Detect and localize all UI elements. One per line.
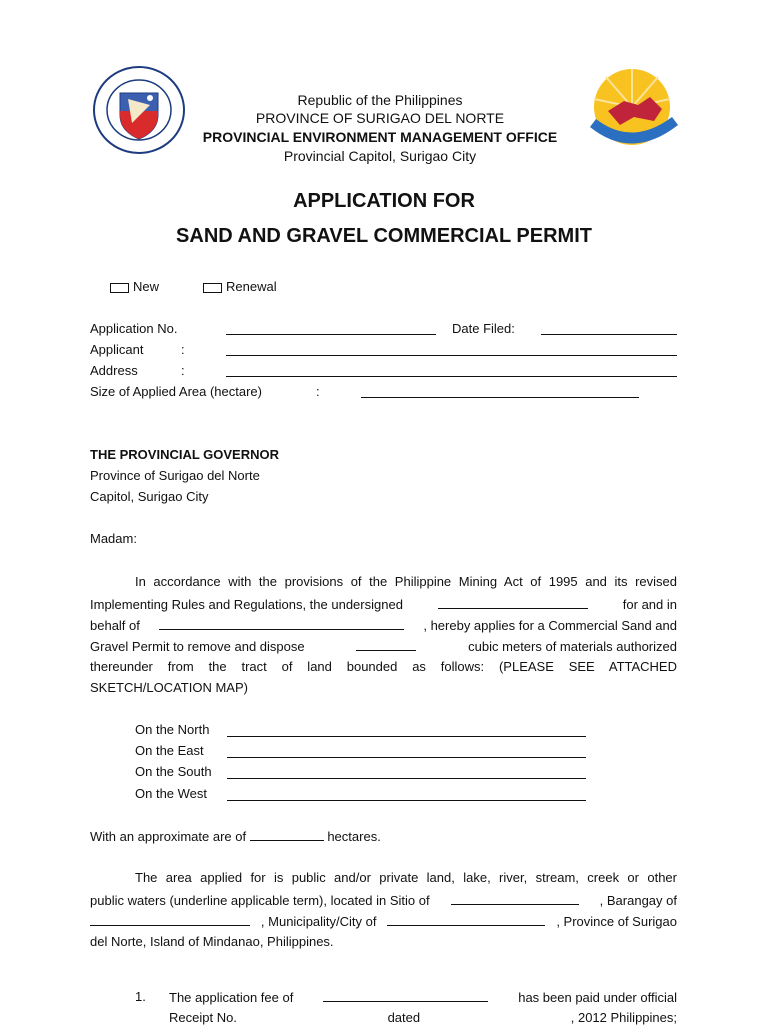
item1-number: 1. — [135, 989, 146, 1004]
item1-l1a: The application fee of — [169, 990, 294, 1005]
sitio-line[interactable] — [451, 892, 579, 905]
bound-west-label: On the West — [135, 786, 208, 801]
para1-line4 — [90, 638, 677, 655]
para1-l4b: cubic meters of materials authorized — [468, 639, 677, 654]
bound-east-line[interactable] — [227, 745, 586, 758]
para2-l2a: public waters (underline applicable term), located in Sitio of — [90, 893, 430, 908]
size-line[interactable] — [361, 385, 639, 398]
applicant-colon: : — [181, 342, 185, 357]
ang-bag-ong-surigao-logo — [582, 63, 686, 159]
bound-south-label: On the South — [135, 764, 212, 779]
item1-l1b: has been paid under official — [518, 990, 677, 1005]
item1-l2a: Receipt No. — [169, 1010, 237, 1025]
address-label: Address — [90, 363, 138, 378]
header-republic: Republic of the Philippines — [297, 92, 463, 108]
para2-l3b: , Province of Surigao — [556, 914, 677, 929]
seal-left-text: PROVINCE OF SURIGAO DEL NORTE · OFFICIAL SEAL — [92, 158, 185, 168]
address-line[interactable] — [226, 364, 677, 377]
provincial-seal-logo — [92, 65, 186, 155]
para1-line6: SKETCH/LOCATION MAP) — [90, 680, 248, 695]
checkbox-new[interactable] — [110, 283, 129, 293]
item1-line1 — [169, 989, 677, 1006]
municipality-line[interactable] — [387, 913, 545, 926]
para2-line3 — [90, 913, 677, 930]
para2-line1: The area applied for is public and/or private land, lake, river, stream, creek or other — [135, 870, 677, 885]
para1-line2 — [90, 596, 677, 613]
item1-l2c: , 2012 Philippines; — [570, 1010, 677, 1025]
title-line-2: SAND AND GRAVEL COMMERCIAL PERMIT — [176, 225, 592, 247]
salutation: Madam: — [90, 531, 137, 546]
application-no-line[interactable] — [226, 322, 436, 335]
option-renewal-label: Renewal — [226, 279, 277, 294]
addressee-title: THE PROVINCIAL GOVERNOR — [90, 447, 280, 462]
bound-north-label: On the North — [135, 722, 210, 737]
para2-l3a: , Municipality/City of — [260, 914, 377, 929]
para1-line3 — [90, 617, 677, 634]
addressee-province: Province of Surigao del Norte — [90, 468, 260, 483]
size-colon: : — [316, 384, 320, 399]
date-filed-line[interactable] — [541, 322, 677, 335]
approx-a: With an approximate are of — [90, 829, 247, 844]
para1-line1: In accordance with the provisions of the Philippine Mining Act of 1995 and its revised — [135, 574, 677, 589]
para1-l3a: behalf of — [90, 618, 140, 633]
approx-area-line — [90, 828, 381, 845]
addressee-city: Capitol, Surigao City — [90, 489, 209, 504]
title-line-1: APPLICATION FOR — [293, 190, 475, 212]
para1-l2a: Implementing Rules and Regulations, the undersigned — [90, 597, 403, 612]
para2-line2 — [90, 892, 677, 909]
date-filed-label: Date Filed: — [452, 321, 515, 336]
bound-north-line[interactable] — [227, 724, 586, 737]
header-province: PROVINCE OF SURIGAO DEL NORTE — [255, 110, 505, 126]
para1-l2b: for and in — [622, 597, 677, 612]
barangay-line[interactable] — [90, 913, 250, 926]
para1-l4a: Gravel Permit to remove and dispose — [90, 639, 305, 654]
bound-east-label: On the East — [135, 743, 204, 758]
applicant-line[interactable] — [226, 343, 677, 356]
bound-west-line[interactable] — [227, 788, 586, 801]
logo-right-text: ANG BAG-ONG SURIGAO — [582, 160, 631, 165]
para1-l3b: , hereby applies for a Commercial Sand and — [423, 618, 677, 633]
option-renewal[interactable] — [203, 279, 277, 295]
para1-line5: thereunder from the tract of land bounded as follows: (PLEASE SEE ATTACHED — [90, 659, 677, 674]
application-fee-line[interactable] — [323, 989, 488, 1002]
para2-l2b: , Barangay of — [599, 893, 677, 908]
applicant-label: Applicant — [90, 342, 144, 357]
header-address: Provincial Capitol, Surigao City — [283, 148, 477, 164]
size-label: Size of Applied Area (hectare) — [90, 384, 262, 399]
option-new[interactable] — [110, 279, 159, 295]
cubic-meters-line[interactable] — [356, 638, 416, 651]
bound-south-line[interactable] — [227, 766, 586, 779]
approx-b: hectares. — [327, 829, 381, 844]
checkbox-renewal[interactable] — [203, 283, 222, 293]
item1-l2b: dated — [387, 1010, 421, 1025]
para2-line4: del Norte, Island of Mindanao, Philippines. — [90, 934, 334, 949]
option-new-label: New — [133, 279, 160, 294]
header-office: PROVINCIAL ENVIRONMENT MANAGEMENT OFFICE — [202, 129, 558, 145]
hectares-line[interactable] — [250, 828, 324, 841]
address-colon: : — [181, 363, 185, 378]
application-no-label: Application No. — [90, 321, 178, 336]
undersigned-line[interactable] — [438, 596, 588, 609]
behalf-of-line[interactable] — [159, 617, 404, 630]
